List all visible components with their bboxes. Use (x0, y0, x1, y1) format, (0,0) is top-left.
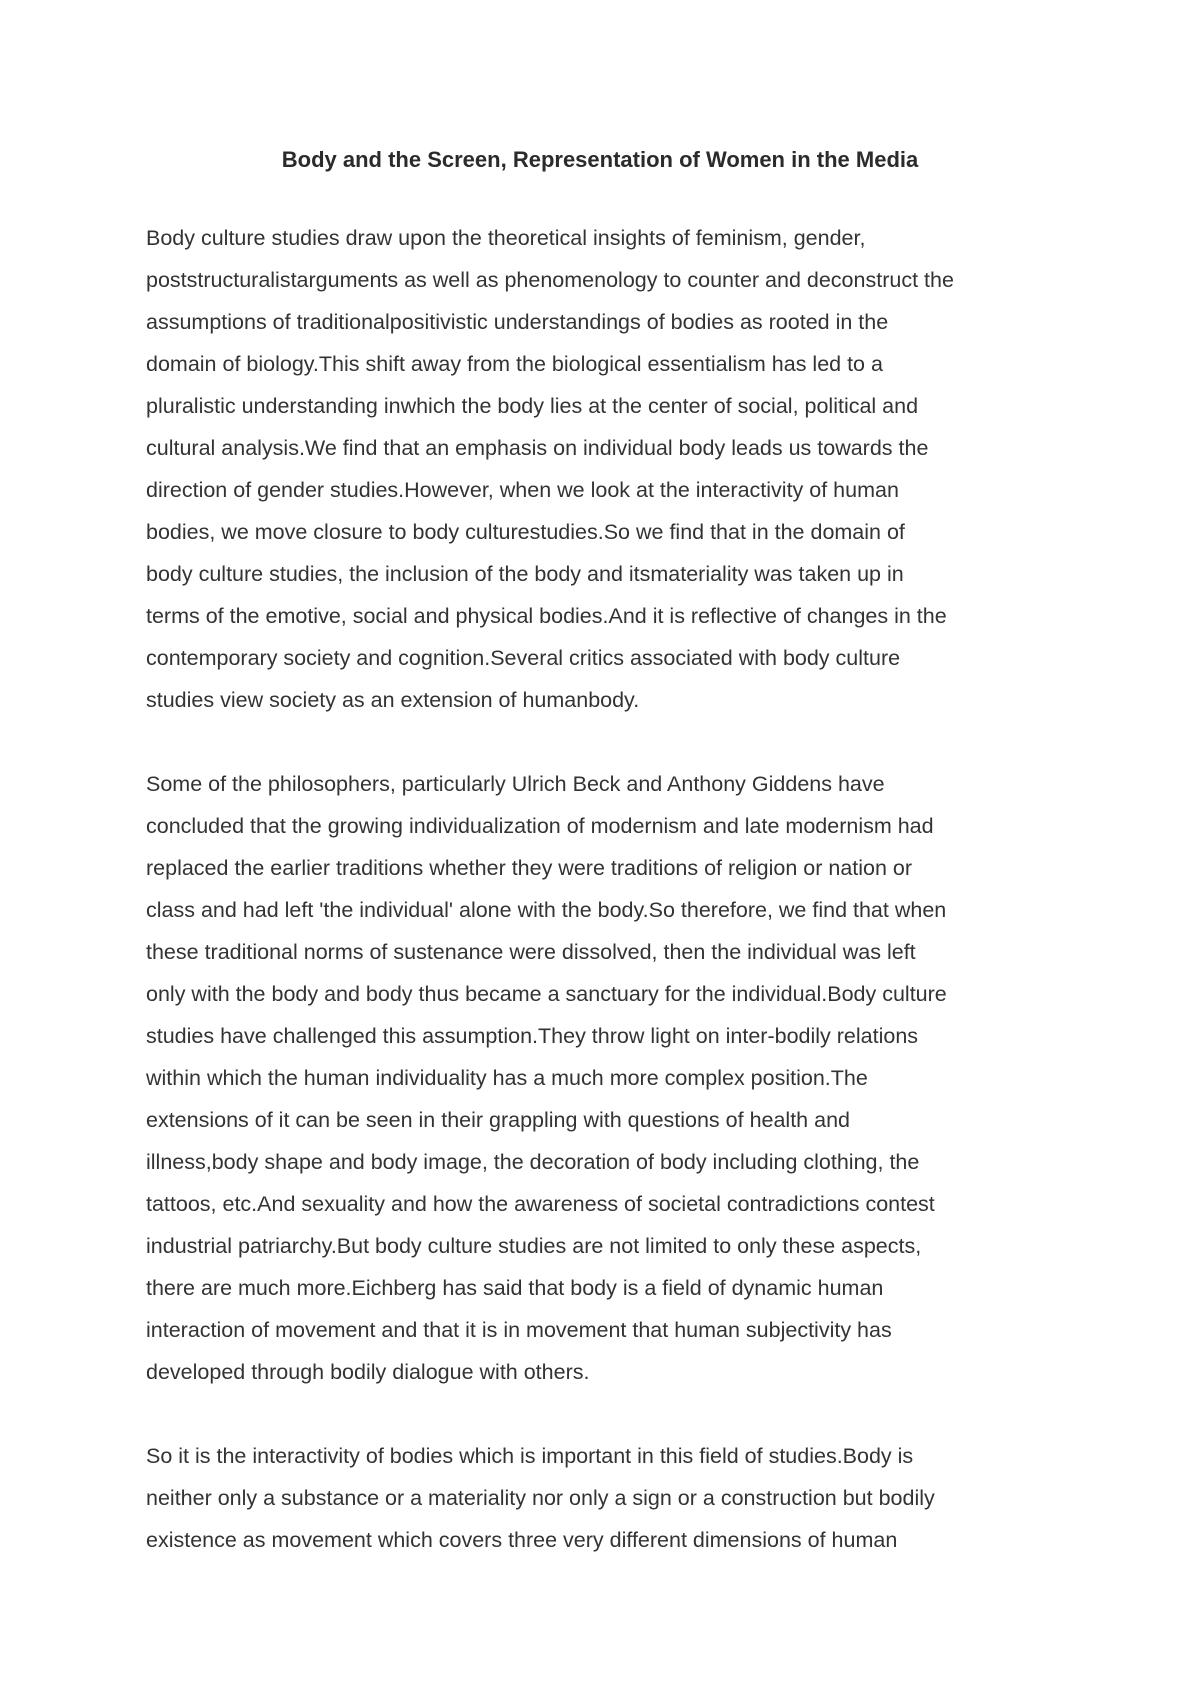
paragraph-2 (146, 763, 1076, 1393)
text-line: body culture studies, the inclusion of the body and itsmateriality was taken up in (146, 562, 904, 586)
paragraph-3 (146, 1435, 1076, 1561)
text-line: bodies, we move closure to body culturestudies.So we find that in the domain of (146, 520, 905, 544)
text-line: interaction of movement and that it is in movement that human subjectivity has (146, 1318, 892, 1342)
text-line: studies have challenged this assumption.They throw light on inter-bodily relations (146, 1024, 919, 1048)
text-line: only with the body and body thus became a sanctuary for the individual.Body culture (146, 982, 947, 1006)
text-line: concluded that the growing individualization of modernism and late modernism had (146, 814, 934, 838)
document-title: Body and the Screen, Representation of Women in the Media (281, 147, 919, 172)
text-line: neither only a substance or a materiality nor only a sign or a construction but bodily (146, 1486, 935, 1510)
text-line: contemporary society and cognition.Several critics associated with body culture (146, 646, 901, 670)
text-line: class and had left 'the individual' alone with the body.So therefore, we find that when (146, 898, 947, 922)
text-line: illness,body shape and body image, the decoration of body including clothing, the (146, 1150, 920, 1174)
text-line: Some of the philosophers, particularly Ulrich Beck and Anthony Giddens have (146, 772, 885, 796)
text-line: cultural analysis.We find that an emphasis on individual body leads us towards the (146, 436, 929, 460)
text-line: extensions of it can be seen in their grappling with questions of health and (146, 1108, 850, 1132)
text-line: tattoos, etc.And sexuality and how the awareness of societal contradictions contest (146, 1192, 935, 1216)
paragraph-1 (146, 217, 1076, 721)
text-line: domain of biology.This shift away from the biological essentialism has led to a (146, 352, 883, 376)
text-line: industrial patriarchy.But body culture studies are not limited to only these aspects, (146, 1234, 922, 1258)
text-line: So it is the interactivity of bodies which is important in this field of studies.Body is (146, 1444, 914, 1468)
text-line: poststructuralistarguments as well as phenomenology to counter and deconstruct the (146, 268, 954, 292)
text-line: developed through bodily dialogue with others. (146, 1360, 590, 1384)
text-line: direction of gender studies.However, when we look at the interactivity of human (146, 478, 899, 502)
text-line: there are much more.Eichberg has said that body is a field of dynamic human (146, 1276, 884, 1300)
text-line: these traditional norms of sustenance were dissolved, then the individual was left (146, 940, 916, 964)
text-line: assumptions of traditionalpositivistic understandings of bodies as rooted in the (146, 310, 889, 334)
text-line: within which the human individuality has a much more complex position.The (146, 1066, 868, 1090)
text-line: existence as movement which covers three very different dimensions of human (146, 1528, 898, 1552)
text-line: replaced the earlier traditions whether they were traditions of religion or nation or (146, 856, 913, 880)
text-line: terms of the emotive, social and physical bodies.And it is reflective of changes in the (146, 604, 947, 628)
text-line: pluralistic understanding inwhich the body lies at the center of social, political and (146, 394, 919, 418)
text-line: Body culture studies draw upon the theoretical insights of feminism, gender, (146, 226, 866, 250)
text-line: studies view society as an extension of humanbody. (146, 688, 640, 712)
